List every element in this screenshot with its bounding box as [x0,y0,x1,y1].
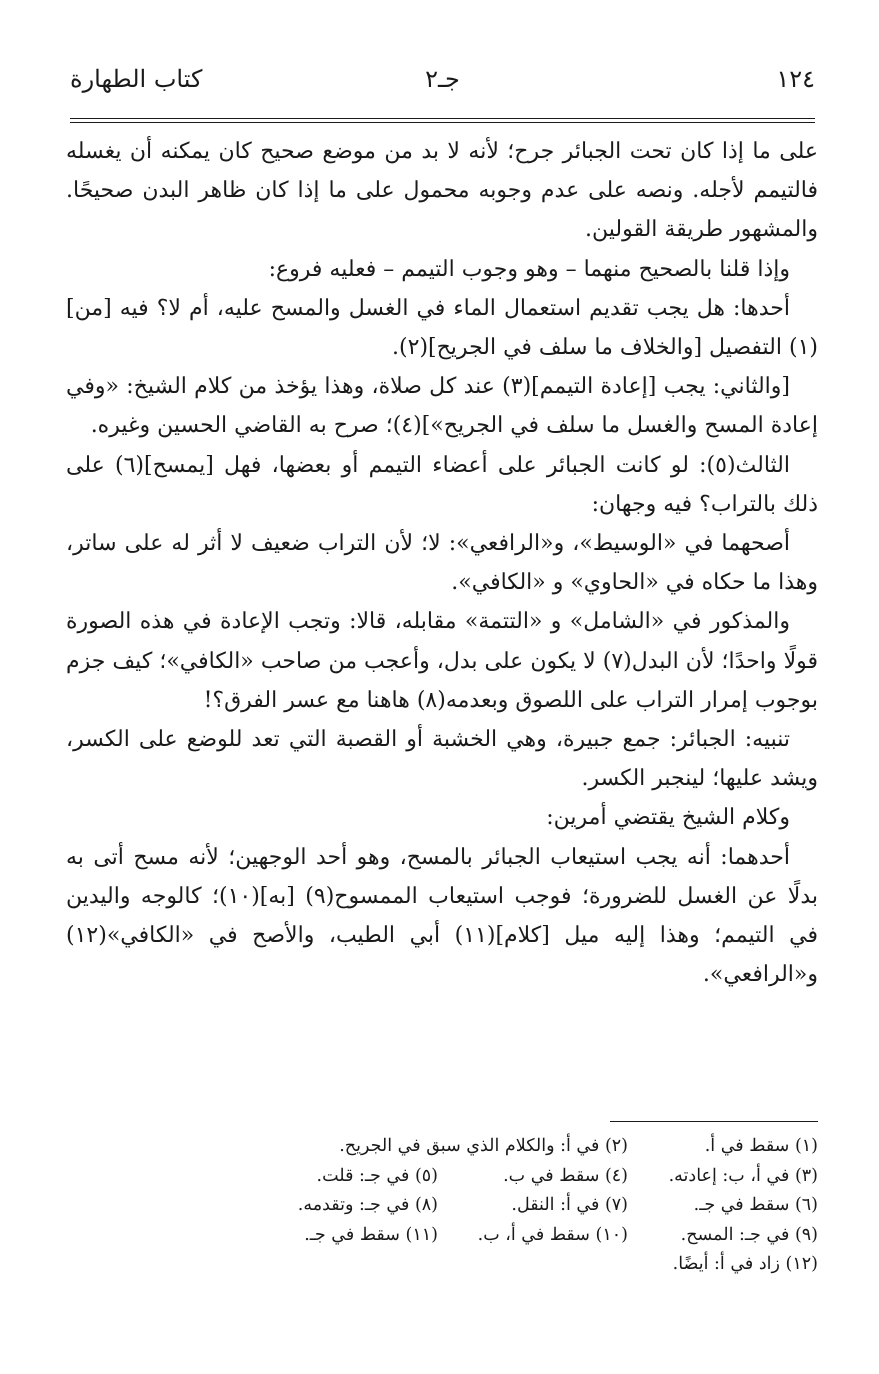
footnote: (١) سقط في أ. [704,1136,818,1156]
header-rule [70,118,815,119]
paragraph: [والثاني: يجب [إعادة التيمم](٣) عند كل صلاة، وهذا يؤخذ من كلام الشيخ: «وفي إعادة المسح والغسل ما سلف في الجريح»](٤)؛ صرح به القاضي الحسين وغيره. [66,374,818,439]
footnote-row [150,1221,818,1251]
paragraph: أحدها: هل يجب تقديم استعمال الماء في الغسل والمسح عليه، أم لا؟ فيه [من](١) التفصيل [والخلاف ما سلف في الجريح](٢). [66,295,818,361]
footnote: (٢) في أ: والكلام الذي سبق في الجريح. [339,1136,628,1156]
footnote: (٥) في جـ: قلت. [316,1165,438,1186]
footnotes [150,1132,818,1280]
footnote: (٧) في أ: النقل. [511,1195,628,1215]
paragraph: وإذا قلنا بالصحيح منهما – وهو وجوب التيمم – فعليه فروع: [268,256,790,282]
footnote: (١٠) سقط في أ، ب. [477,1224,628,1245]
footnote-row [150,1132,818,1162]
page-header [70,64,815,104]
footnote: (٩) في جـ: المسح. [680,1224,818,1245]
footnote: (٤) سقط في ب. [503,1165,628,1186]
book-title: كتاب الطهارة [70,65,203,93]
page-number: ١٢٤ [776,65,815,93]
paragraph: والمذكور في «الشامل» و «التتمة» مقابله، قالا: وتجب الإعادة في هذه الصورة قولًا واحدًا؛ لأن البدل(٧) لا يكون على بدل، وأعجب من صاحب «الكافي»؛ كيف جزم بوجوب إمرار التراب على اللصوق وبعدمه(٨) هاهنا مع عسر الفرق؟! [66,609,818,713]
paragraph: أحدهما: أنه يجب استيعاب الجبائر بالمسح، وهو أحد الوجهين؛ لأنه مسح أتى به بدلًا عن الغسل للضرورة؛ فوجب استيعاب الممسوح(٩) [به](١٠)؛ كالوجه واليدين في التيمم؛ وهذا إليه ميل [كلام](١١) أبي الطيب، والأصح في «الكافي»(١٢) و«الرافعي». [66,844,819,988]
volume-number: جـ٢ [425,65,460,93]
footnote-row [150,1191,818,1221]
footnote-rule [610,1121,818,1122]
main-text [66,132,818,994]
footnote: (١٢) زاد في أ: أيضًا. [672,1254,818,1274]
paragraph: على ما إذا كان تحت الجبائر جرح؛ لأنه لا بد من موضع صحيح كان يمكنه أن يغسله فالتيمم لأجله. ونصه على عدم وجوبه محمول على ما إذا كان ظاهر البدن صحيحًا. والمشهور طريقة القولين. [66,139,818,243]
paragraph: تنبيه: الجبائر: جمع جبيرة، وهي الخشبة أو القصبة التي تعد للوضع على الكسر، ويشد عليها؛ لينجبر الكسر. [66,727,818,792]
header-rule-secondary [70,122,815,123]
paragraph: الثالث(٥): لو كانت الجبائر على أعضاء التيمم أو بعضها، فهل [يمسح](٦) على ذلك بالتراب؟ فيه وجهان: [66,452,818,517]
footnote-row [150,1250,818,1280]
footnote: (٣) في أ، ب: إعادته. [668,1165,818,1186]
footnote: (٦) سقط في جـ. [693,1195,818,1215]
footnote: (٨) في جـ: وتقدمه. [297,1195,438,1215]
paragraph: أصحهما في «الوسيط»، و«الرافعي»: لا؛ لأن التراب ضعيف لا أثر له على ساتر، وهذا ما حكاه في «الحاوي» و «الكافي». [66,531,818,596]
paragraph: وكلام الشيخ يقتضي أمرين: [546,805,790,831]
footnote-row [150,1162,818,1192]
footnote: (١١) سقط في جـ. [304,1224,438,1245]
